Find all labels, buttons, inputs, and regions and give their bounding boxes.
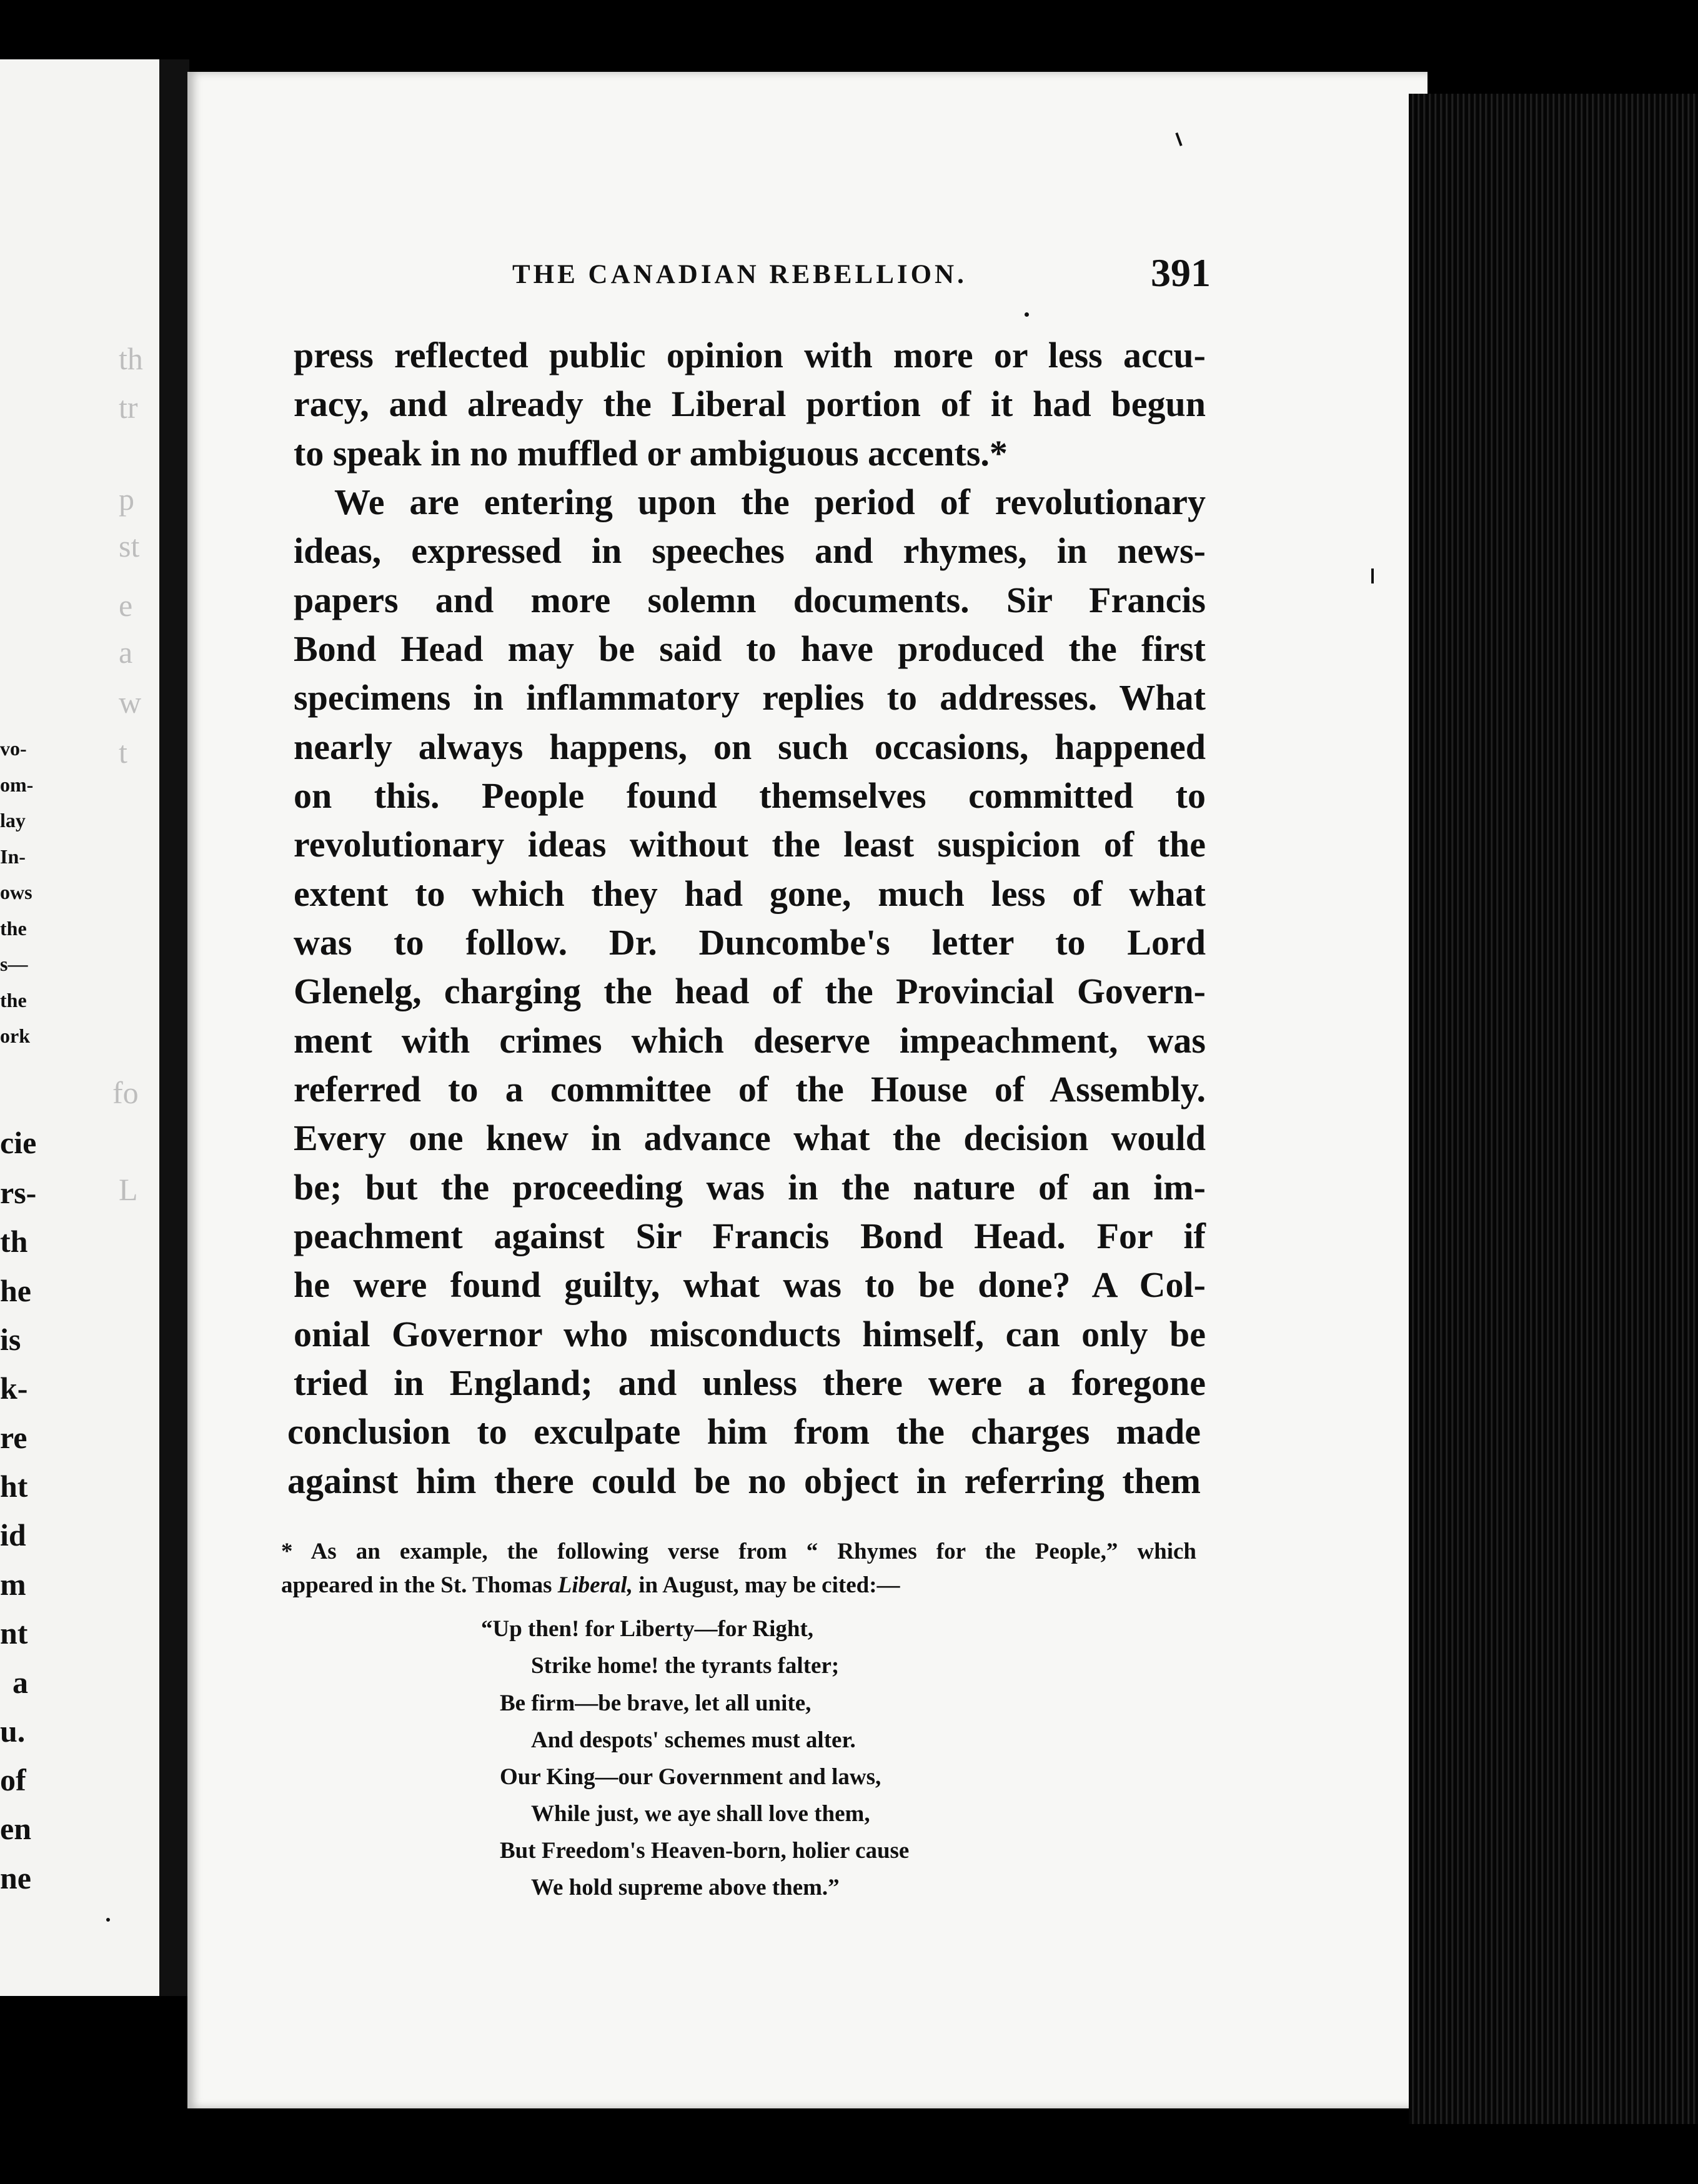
body-text-line: ment with crimes which deserve impeachment, was bbox=[294, 1020, 1206, 1061]
left-fragment: ork bbox=[0, 1025, 30, 1047]
verse-line: But Freedom's Heaven-born, holier cause bbox=[500, 1838, 910, 1864]
body-text-line: peachment against Sir Francis Bond Head. For if bbox=[294, 1216, 1206, 1256]
body-text-line: he were found guilty, what was to be done? A Col- bbox=[294, 1264, 1206, 1305]
book-gutter bbox=[159, 59, 189, 1996]
left-fragment: om- bbox=[0, 773, 34, 796]
left-fragment: the bbox=[0, 989, 27, 1011]
left-fragment: nt bbox=[0, 1616, 28, 1650]
left-fragment-faint: st bbox=[119, 529, 140, 563]
body-text-line: nearly always happens, on such occasions, happened bbox=[294, 727, 1206, 767]
verse-line: Strike home! the tyrants falter; bbox=[531, 1653, 840, 1679]
verse-line: Our King—our Government and laws, bbox=[500, 1764, 881, 1790]
body-text-line: be; but the proceeding was in the nature of an im- bbox=[294, 1167, 1206, 1208]
body-text-line: We are entering upon the period of revolutionary bbox=[334, 482, 1206, 522]
left-fragment: id bbox=[0, 1517, 26, 1552]
left-fragment: rs- bbox=[0, 1175, 37, 1210]
left-fragment: m bbox=[0, 1567, 26, 1602]
body-text-line: to speak in no muffled or ambiguous accents.* bbox=[294, 433, 1008, 474]
scan-speck bbox=[106, 1918, 110, 1922]
body-text-line: press reflected public opinion with more or less accu- bbox=[294, 335, 1206, 375]
body-text-line: ideas, expressed in speeches and rhymes, in news- bbox=[294, 530, 1206, 571]
body-text-line: on this. People found themselves committed to bbox=[294, 775, 1206, 816]
page-edge-stack bbox=[1409, 94, 1698, 2124]
left-fragment: lay bbox=[0, 809, 26, 831]
left-fragment-faint: L bbox=[119, 1172, 138, 1207]
body-text-line: Glenelg, charging the head of the Provincial Govern- bbox=[294, 971, 1206, 1011]
left-fragment: k- bbox=[0, 1371, 28, 1406]
body-text-line: referred to a committee of the House of Assembly. bbox=[294, 1069, 1206, 1109]
body-text-line: Bond Head may be said to have produced the first bbox=[294, 628, 1206, 669]
scan-speck bbox=[1371, 568, 1374, 583]
left-fragment: is bbox=[0, 1322, 21, 1357]
body-text-line: specimens in inflammatory replies to addresses. What bbox=[294, 677, 1206, 718]
body-text-line: extent to which they had gone, much less of what bbox=[294, 873, 1206, 914]
left-fragment: cie bbox=[0, 1125, 37, 1160]
verse-line: We hold supreme above them.” bbox=[531, 1875, 840, 1900]
scan-speck bbox=[1025, 312, 1029, 317]
footnote-italic-text: Liberal, bbox=[557, 1572, 633, 1598]
left-facing-page bbox=[0, 59, 159, 1996]
left-fragment: u. bbox=[0, 1714, 26, 1749]
page-number: 391 bbox=[1151, 251, 1211, 295]
left-fragment: s— bbox=[0, 953, 28, 975]
left-fragment: In- bbox=[0, 845, 26, 868]
footnote-line bbox=[281, 1572, 900, 1599]
left-fragment: ht bbox=[0, 1469, 28, 1504]
verse-line: While just, we aye shall love them, bbox=[531, 1801, 870, 1827]
left-fragment-faint: w bbox=[119, 685, 142, 720]
left-fragment-faint: tr bbox=[119, 390, 138, 425]
body-text-line: tried in England; and unless there were a foregone bbox=[294, 1363, 1206, 1403]
verse-line: And despots' schemes must alter. bbox=[531, 1727, 856, 1753]
left-fragment-faint: a bbox=[119, 635, 133, 670]
body-text-line: racy, and already the Liberal portion of it had begun bbox=[294, 384, 1206, 424]
left-fragment: th bbox=[0, 1224, 28, 1259]
left-fragment-faint: fo bbox=[112, 1075, 139, 1110]
verse-line: Be firm—be brave, let all unite, bbox=[500, 1690, 812, 1716]
left-fragment: re bbox=[0, 1420, 27, 1455]
body-text-line: was to follow. Dr. Duncombe's letter to Lord bbox=[294, 922, 1206, 963]
footnote-line: * As an example, the following verse from “ Rhymes for the People,” which bbox=[281, 1539, 1196, 1564]
left-fragment: ne bbox=[0, 1860, 31, 1895]
left-fragment: en bbox=[0, 1811, 31, 1846]
verse-line: “Up then! for Liberty—for Right, bbox=[481, 1616, 814, 1642]
body-text-line: onial Governor who misconducts himself, can only be bbox=[294, 1314, 1206, 1354]
body-text-line: revolutionary ideas without the least suspicion of the bbox=[294, 824, 1206, 865]
body-text-line: Every one knew in advance what the decision would bbox=[294, 1118, 1206, 1158]
left-fragment: vo- bbox=[0, 737, 27, 760]
body-text-line: papers and more solemn documents. Sir Francis bbox=[294, 580, 1206, 620]
left-fragment-faint: t bbox=[119, 735, 127, 770]
body-text-line: conclusion to exculpate him from the charges made bbox=[287, 1411, 1201, 1452]
left-fragment-faint: p bbox=[119, 482, 134, 517]
left-fragment: of bbox=[0, 1762, 26, 1797]
left-fragment-faint: e bbox=[119, 588, 133, 623]
left-fragment-faint: th bbox=[119, 341, 143, 376]
left-fragment: the bbox=[0, 917, 27, 940]
left-fragment: he bbox=[0, 1273, 31, 1308]
body-text-line: against him there could be no object in referring them bbox=[287, 1461, 1201, 1501]
left-fragment: a bbox=[12, 1665, 28, 1700]
running-head: THE CANADIAN REBELLION. bbox=[512, 260, 967, 289]
left-fragment: ows bbox=[0, 881, 32, 903]
footnote-text: in August, may be cited:— bbox=[632, 1572, 900, 1598]
footnote-text: appeared in the St. Thomas bbox=[281, 1572, 558, 1598]
